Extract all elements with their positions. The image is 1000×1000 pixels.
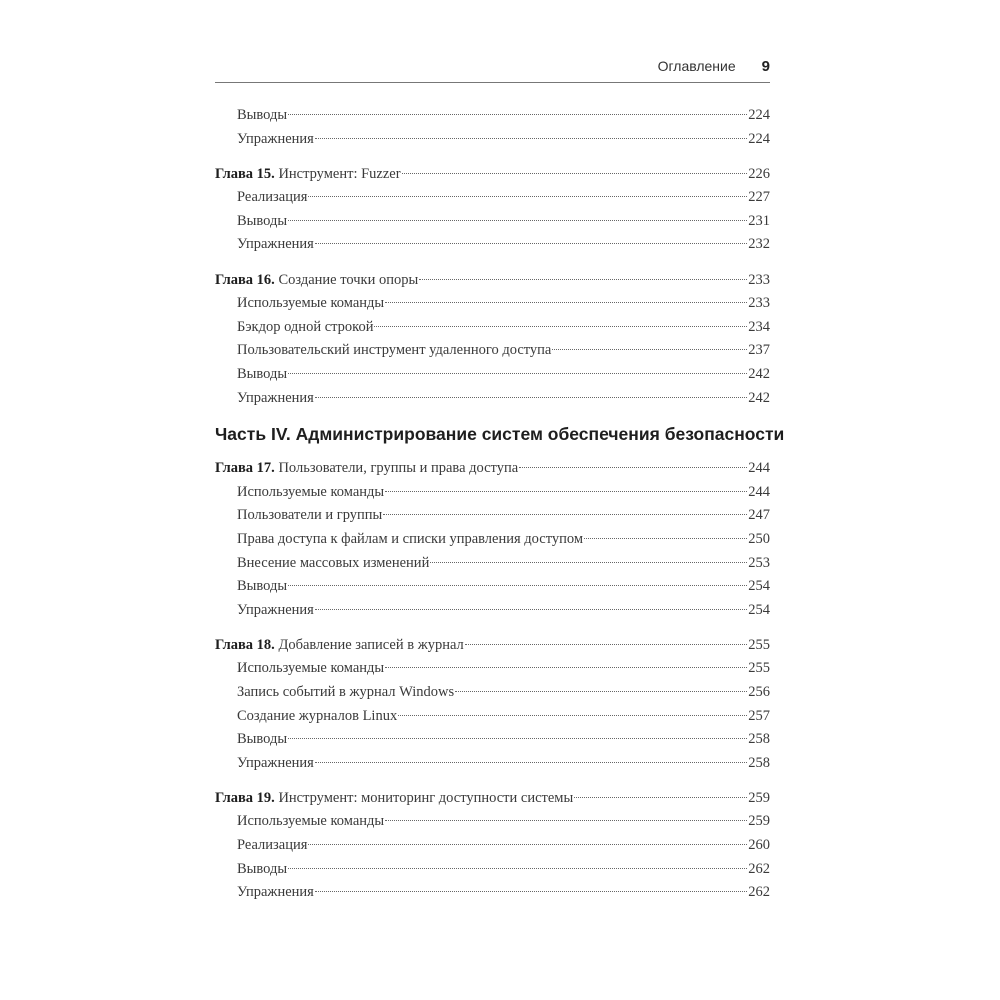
- section-title: Бэкдор одной строкой: [237, 318, 374, 335]
- toc-chapter-entry[interactable]: [215, 457, 770, 481]
- table-of-contents: [215, 104, 785, 916]
- section-title: Упражнения: [237, 884, 314, 901]
- dot-leader: [315, 609, 747, 610]
- toc-section-entry[interactable]: [215, 599, 770, 623]
- section-title: Права доступа к файлам и списки управления доступом: [237, 530, 584, 547]
- dot-leader: [315, 762, 747, 763]
- toc-section-entry[interactable]: [215, 575, 770, 599]
- dot-leader: [288, 373, 747, 374]
- page-ref: 224: [748, 130, 770, 147]
- section-title: Используемые команды: [237, 660, 385, 677]
- section-title: Запись событий в журнал Windows: [237, 683, 455, 700]
- toc-section-entry[interactable]: [215, 504, 770, 528]
- toc-section-entry[interactable]: [215, 657, 770, 681]
- section-title: Упражнения: [237, 754, 314, 771]
- toc-section-entry[interactable]: [215, 339, 770, 363]
- dot-leader: [315, 243, 747, 244]
- toc-section-entry[interactable]: [215, 186, 770, 210]
- page-ref: 254: [748, 578, 770, 595]
- page-ref: 224: [748, 107, 770, 123]
- page-ref: 258: [748, 731, 770, 748]
- chapter-number: Глава 15.: [215, 165, 275, 182]
- chapter-title: [215, 163, 401, 187]
- page-ref: 244: [748, 483, 770, 500]
- toc-section-entry[interactable]: [215, 128, 770, 152]
- section-title: Выводы: [237, 731, 288, 748]
- dot-leader: [288, 114, 747, 115]
- page-ref: 234: [748, 318, 770, 335]
- dot-leader: [465, 644, 747, 645]
- toc-section-entry[interactable]: [215, 810, 770, 834]
- page-ref: 260: [748, 837, 770, 854]
- toc-section-entry[interactable]: [215, 316, 770, 340]
- toc-section-entry[interactable]: [215, 481, 770, 505]
- page-ref: 255: [748, 660, 770, 677]
- page-ref: 227: [748, 189, 770, 206]
- page-ref: 226: [748, 165, 770, 182]
- chapter-name: Инструмент: мониторинг доступности системы: [278, 789, 574, 806]
- dot-leader: [315, 891, 747, 892]
- toc-section-entry[interactable]: [215, 728, 770, 752]
- page-ref: 259: [748, 813, 770, 830]
- dot-leader: [315, 138, 747, 139]
- toc-section-entry[interactable]: [215, 858, 770, 882]
- page-ref: 247: [748, 507, 770, 524]
- toc-group: [215, 104, 770, 151]
- page-ref: 242: [748, 365, 770, 382]
- section-title: Пользователи и группы: [237, 507, 383, 524]
- page-ref: 244: [748, 460, 770, 477]
- dot-leader: [288, 585, 747, 586]
- toc-section-entry[interactable]: [215, 528, 770, 552]
- toc-section-entry[interactable]: [215, 210, 770, 234]
- toc-section-entry[interactable]: [215, 104, 770, 128]
- section-title: Реализация: [237, 189, 308, 206]
- section-title: Выводы: [237, 365, 288, 382]
- toc-section-entry[interactable]: [215, 834, 770, 858]
- dot-leader: [385, 667, 747, 668]
- dot-leader: [455, 691, 747, 692]
- page-ref: 253: [748, 554, 770, 571]
- header-title: Оглавление: [657, 58, 736, 74]
- toc-chapter-entry[interactable]: [215, 787, 770, 811]
- toc-section-entry[interactable]: [215, 233, 770, 257]
- dot-leader: [385, 820, 747, 821]
- chapter-name: Пользователи, группы и права доступа: [278, 460, 519, 477]
- page-ref: 257: [748, 707, 770, 724]
- page-ref: 232: [748, 236, 770, 253]
- page-ref: 242: [748, 389, 770, 406]
- chapter-number: Глава 18.: [215, 636, 275, 653]
- dot-leader: [308, 196, 747, 197]
- dot-leader: [374, 326, 747, 327]
- section-title: Выводы: [237, 212, 288, 229]
- page-ref: 258: [748, 754, 770, 771]
- page-ref: 262: [748, 884, 770, 901]
- chapter-name: Создание точки опоры: [278, 271, 419, 288]
- page-ref: 262: [748, 860, 770, 877]
- toc-group: [215, 457, 770, 622]
- section-title: Внесение массовых изменений: [237, 554, 430, 571]
- toc-section-entry[interactable]: [215, 292, 770, 316]
- toc-chapter-entry[interactable]: [215, 634, 770, 658]
- dot-leader: [288, 220, 747, 221]
- dot-leader: [419, 279, 747, 280]
- chapter-title: [215, 269, 418, 293]
- section-title: Используемые команды: [237, 813, 385, 830]
- part-heading: Часть IV. Администрирование систем обеспечения безопасности: [215, 424, 785, 445]
- chapter-number: Глава 16.: [215, 271, 275, 288]
- section-title: Выводы: [237, 860, 288, 877]
- page-ref: 250: [748, 530, 770, 547]
- chapter-name: Инструмент: Fuzzer: [278, 165, 401, 182]
- dot-leader: [385, 491, 747, 492]
- toc-section-entry[interactable]: [215, 681, 770, 705]
- page-ref: 233: [748, 271, 770, 288]
- dot-leader: [552, 349, 747, 350]
- section-title: Упражнения: [237, 389, 314, 406]
- section-title: Создание журналов Linux: [237, 707, 398, 724]
- dot-leader: [315, 397, 747, 398]
- page-ref: 231: [748, 212, 770, 229]
- dot-leader: [385, 302, 747, 303]
- chapter-name: Добавление записей в журнал: [278, 636, 464, 653]
- toc-group: [215, 163, 770, 257]
- section-title: Выводы: [237, 578, 288, 595]
- toc-section-entry[interactable]: [215, 752, 770, 776]
- chapter-title: [215, 634, 464, 658]
- chapter-title: [215, 457, 518, 481]
- dot-leader: [288, 868, 747, 869]
- page-ref: 256: [748, 683, 770, 700]
- toc-section-entry[interactable]: [215, 881, 770, 905]
- dot-leader: [574, 797, 747, 798]
- chapter-title: [215, 787, 573, 811]
- toc-group: [215, 269, 770, 411]
- dot-leader: [430, 562, 747, 563]
- dot-leader: [584, 538, 747, 539]
- toc-section-entry[interactable]: [215, 705, 770, 729]
- toc-group: [215, 634, 770, 776]
- page-ref: 254: [748, 601, 770, 618]
- page-ref: 255: [748, 636, 770, 653]
- chapter-number: Глава 17.: [215, 460, 275, 477]
- dot-leader: [308, 844, 747, 845]
- chapter-number: Глава 19.: [215, 789, 275, 806]
- running-header: [215, 58, 770, 83]
- section-title: Упражнения: [237, 601, 314, 618]
- dot-leader: [288, 738, 747, 739]
- dot-leader: [402, 173, 748, 174]
- dot-leader: [519, 467, 747, 468]
- page-ref: 259: [748, 789, 770, 806]
- toc-group: [215, 787, 770, 905]
- section-title: Выводы: [237, 107, 288, 123]
- toc-chapter-entry[interactable]: [215, 269, 770, 293]
- section-title: Пользовательский инструмент удаленного доступа: [237, 342, 552, 359]
- section-title: Используемые команды: [237, 483, 385, 500]
- section-title: Упражнения: [237, 130, 314, 147]
- toc-chapter-entry[interactable]: [215, 163, 770, 187]
- page-ref: 233: [748, 295, 770, 312]
- section-title: Реализация: [237, 837, 308, 854]
- section-title: Упражнения: [237, 236, 314, 253]
- dot-leader: [383, 514, 747, 515]
- page-ref: 237: [748, 342, 770, 359]
- toc-section-entry[interactable]: [215, 552, 770, 576]
- dot-leader: [398, 715, 747, 716]
- toc-section-entry[interactable]: [215, 387, 770, 411]
- toc-section-entry[interactable]: [215, 363, 770, 387]
- section-title: Используемые команды: [237, 295, 385, 312]
- page-number: 9: [761, 58, 770, 75]
